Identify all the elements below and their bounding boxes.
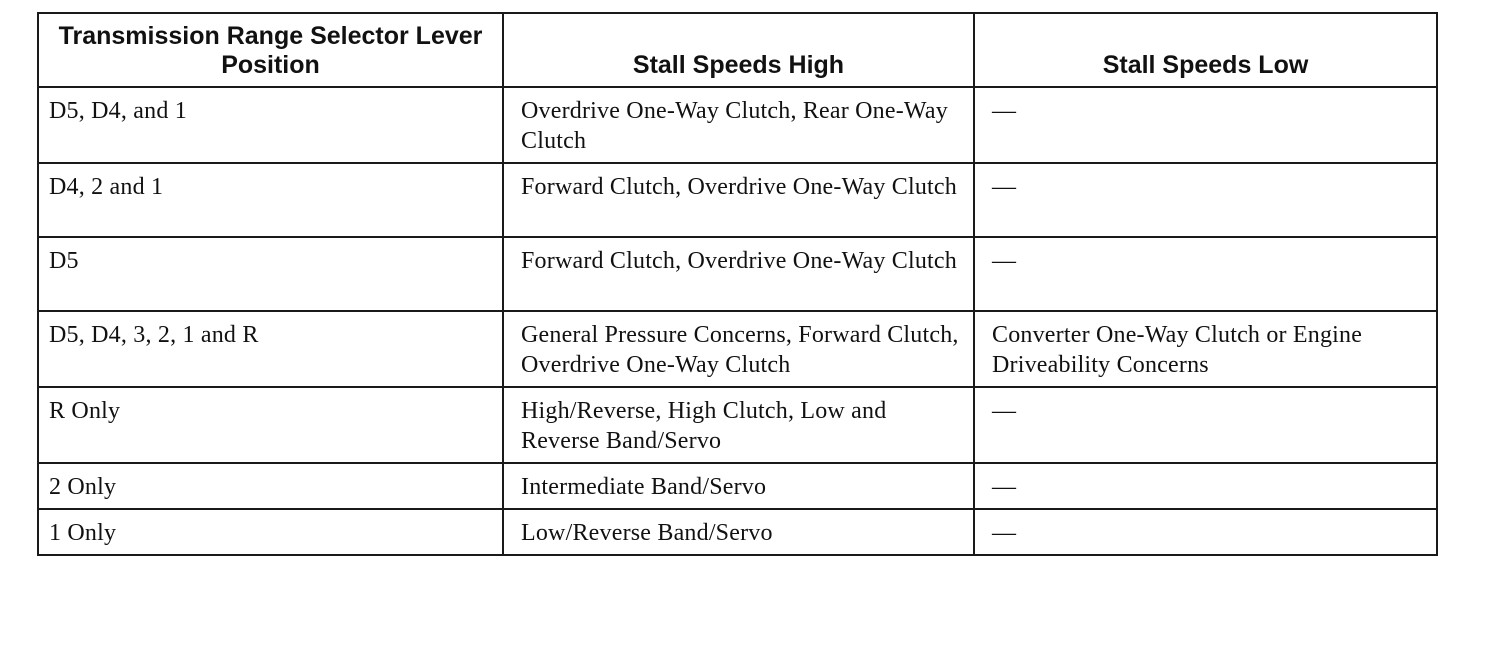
lever-position-cell: D5, D4, and 1 <box>38 87 503 163</box>
header-lever-position: Transmission Range Selector Lever Position <box>38 13 503 87</box>
lever-position-cell: 1 Only <box>38 509 503 555</box>
lever-position-cell: D5 <box>38 237 503 311</box>
table-row <box>38 311 1437 387</box>
header-stall-speeds-low: Stall Speeds Low <box>974 13 1437 87</box>
table-row <box>38 387 1437 463</box>
stall-low-cell: — <box>974 87 1437 163</box>
lever-position-cell: D4, 2 and 1 <box>38 163 503 237</box>
stall-high-cell: Forward Clutch, Overdrive One-Way Clutch <box>503 163 974 237</box>
stall-high-cell: Low/Reverse Band/Servo <box>503 509 974 555</box>
table-row <box>38 87 1437 163</box>
stall-speed-table <box>37 12 1438 556</box>
lever-position-cell: R Only <box>38 387 503 463</box>
table-row <box>38 163 1437 237</box>
stall-low-cell: — <box>974 387 1437 463</box>
lever-position-cell: 2 Only <box>38 463 503 509</box>
stall-low-cell: — <box>974 163 1437 237</box>
stall-high-cell: Intermediate Band/Servo <box>503 463 974 509</box>
stall-low-cell: — <box>974 463 1437 509</box>
stall-low-cell: — <box>974 237 1437 311</box>
stall-high-cell: Forward Clutch, Overdrive One-Way Clutch <box>503 237 974 311</box>
lever-position-cell: D5, D4, 3, 2, 1 and R <box>38 311 503 387</box>
table-row <box>38 237 1437 311</box>
header-stall-speeds-high: Stall Speeds High <box>503 13 974 87</box>
stall-high-cell: High/Reverse, High Clutch, Low and Reverse Band/Servo <box>503 387 974 463</box>
table-row <box>38 463 1437 509</box>
table-header-row <box>38 13 1437 87</box>
stall-high-cell: Overdrive One-Way Clutch, Rear One-Way Clutch <box>503 87 974 163</box>
stall-high-cell: General Pressure Concerns, Forward Clutch, Overdrive One-Way Clutch <box>503 311 974 387</box>
stall-low-cell: Converter One-Way Clutch or Engine Driveability Concerns <box>974 311 1437 387</box>
table-row <box>38 509 1437 555</box>
stall-low-cell: — <box>974 509 1437 555</box>
